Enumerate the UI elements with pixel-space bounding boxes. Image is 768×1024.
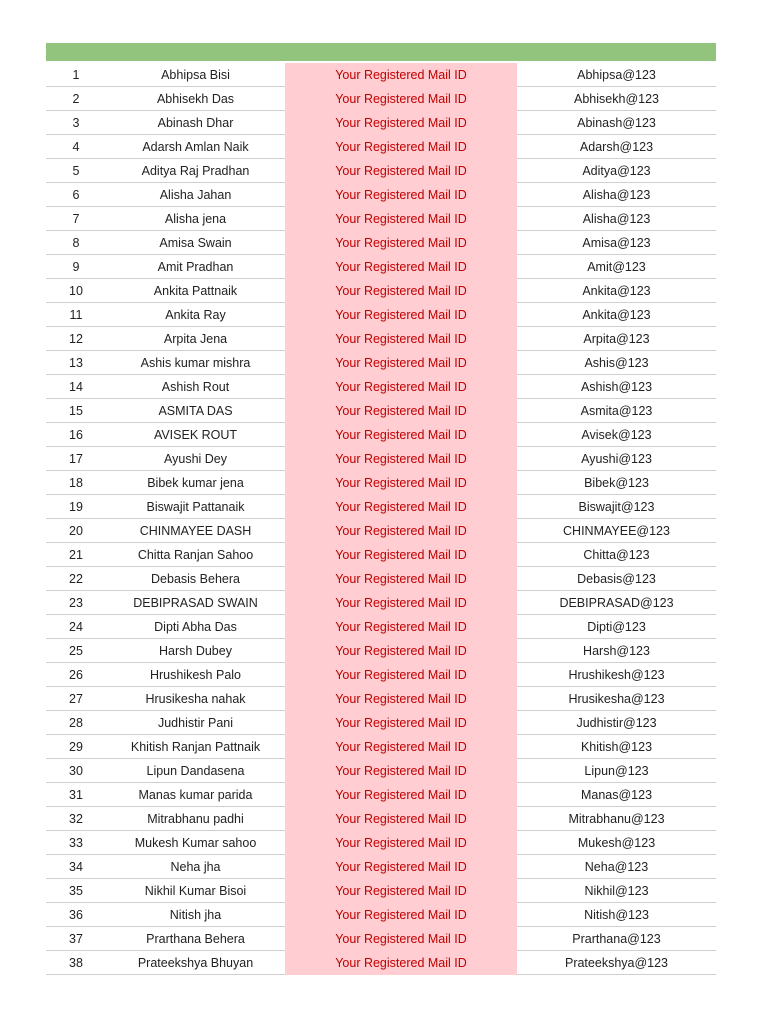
mail-cell: Your Registered Mail ID bbox=[285, 951, 517, 975]
name-cell: Ashish Rout bbox=[106, 375, 285, 399]
table-row bbox=[46, 111, 716, 135]
table-row bbox=[46, 255, 716, 279]
password-cell: Judhistir@123 bbox=[517, 711, 716, 735]
name-cell: Hrusikesha nahak bbox=[106, 687, 285, 711]
row-number-cell: 14 bbox=[46, 375, 106, 399]
mail-cell: Your Registered Mail ID bbox=[285, 303, 517, 327]
row-number-cell: 13 bbox=[46, 351, 106, 375]
name-cell: Dipti Abha Das bbox=[106, 615, 285, 639]
name-cell: Harsh Dubey bbox=[106, 639, 285, 663]
password-cell: Ankita@123 bbox=[517, 303, 716, 327]
credentials-table bbox=[46, 63, 716, 975]
mail-cell: Your Registered Mail ID bbox=[285, 495, 517, 519]
mail-cell: Your Registered Mail ID bbox=[285, 327, 517, 351]
name-cell: Bibek kumar jena bbox=[106, 471, 285, 495]
mail-cell: Your Registered Mail ID bbox=[285, 111, 517, 135]
row-number-cell: 18 bbox=[46, 471, 106, 495]
mail-cell: Your Registered Mail ID bbox=[285, 663, 517, 687]
password-cell: Abhipsa@123 bbox=[517, 63, 716, 87]
mail-cell: Your Registered Mail ID bbox=[285, 279, 517, 303]
row-number-cell: 34 bbox=[46, 855, 106, 879]
row-number-cell: 20 bbox=[46, 519, 106, 543]
table-row bbox=[46, 543, 716, 567]
mail-cell: Your Registered Mail ID bbox=[285, 183, 517, 207]
table-row bbox=[46, 615, 716, 639]
table-row bbox=[46, 159, 716, 183]
row-number-cell: 25 bbox=[46, 639, 106, 663]
table-row bbox=[46, 591, 716, 615]
table-row bbox=[46, 327, 716, 351]
password-cell: Amisa@123 bbox=[517, 231, 716, 255]
row-number-cell: 21 bbox=[46, 543, 106, 567]
password-cell: Aditya@123 bbox=[517, 159, 716, 183]
name-cell: Abhisekh Das bbox=[106, 87, 285, 111]
row-number-cell: 33 bbox=[46, 831, 106, 855]
row-number-cell: 16 bbox=[46, 423, 106, 447]
table-row bbox=[46, 711, 716, 735]
password-cell: Amit@123 bbox=[517, 255, 716, 279]
table-row bbox=[46, 63, 716, 87]
row-number-cell: 31 bbox=[46, 783, 106, 807]
mail-cell: Your Registered Mail ID bbox=[285, 855, 517, 879]
table-row bbox=[46, 759, 716, 783]
mail-cell: Your Registered Mail ID bbox=[285, 159, 517, 183]
name-cell: Ashis kumar mishra bbox=[106, 351, 285, 375]
mail-cell: Your Registered Mail ID bbox=[285, 759, 517, 783]
mail-cell: Your Registered Mail ID bbox=[285, 87, 517, 111]
table-row bbox=[46, 135, 716, 159]
password-cell: Lipun@123 bbox=[517, 759, 716, 783]
password-cell: Manas@123 bbox=[517, 783, 716, 807]
row-number-cell: 15 bbox=[46, 399, 106, 423]
password-cell: Hrushikesh@123 bbox=[517, 663, 716, 687]
table-row bbox=[46, 183, 716, 207]
table-row bbox=[46, 807, 716, 831]
row-number-cell: 5 bbox=[46, 159, 106, 183]
password-cell: Asmita@123 bbox=[517, 399, 716, 423]
password-cell: Chitta@123 bbox=[517, 543, 716, 567]
mail-cell: Your Registered Mail ID bbox=[285, 447, 517, 471]
row-number-cell: 32 bbox=[46, 807, 106, 831]
row-number-cell: 10 bbox=[46, 279, 106, 303]
password-cell: Mitrabhanu@123 bbox=[517, 807, 716, 831]
name-cell: DEBIPRASAD SWAIN bbox=[106, 591, 285, 615]
name-cell: Nikhil Kumar Bisoi bbox=[106, 879, 285, 903]
table-row bbox=[46, 879, 716, 903]
password-cell: Ayushi@123 bbox=[517, 447, 716, 471]
table-body bbox=[46, 63, 716, 975]
password-cell: Harsh@123 bbox=[517, 639, 716, 663]
table-row bbox=[46, 231, 716, 255]
password-cell: Ankita@123 bbox=[517, 279, 716, 303]
table-row bbox=[46, 399, 716, 423]
table-row bbox=[46, 951, 716, 975]
table-row bbox=[46, 783, 716, 807]
row-number-cell: 29 bbox=[46, 735, 106, 759]
password-cell: Alisha@123 bbox=[517, 207, 716, 231]
name-cell: Khitish Ranjan Pattnaik bbox=[106, 735, 285, 759]
password-cell: Avisek@123 bbox=[517, 423, 716, 447]
mail-cell: Your Registered Mail ID bbox=[285, 615, 517, 639]
row-number-cell: 19 bbox=[46, 495, 106, 519]
row-number-cell: 22 bbox=[46, 567, 106, 591]
mail-cell: Your Registered Mail ID bbox=[285, 471, 517, 495]
password-cell: Prateekshya@123 bbox=[517, 951, 716, 975]
row-number-cell: 35 bbox=[46, 879, 106, 903]
password-cell: Hrusikesha@123 bbox=[517, 687, 716, 711]
mail-cell: Your Registered Mail ID bbox=[285, 807, 517, 831]
table-row bbox=[46, 567, 716, 591]
table-row bbox=[46, 519, 716, 543]
name-cell: AVISEK ROUT bbox=[106, 423, 285, 447]
table-row bbox=[46, 303, 716, 327]
name-cell: Judhistir Pani bbox=[106, 711, 285, 735]
table-row bbox=[46, 855, 716, 879]
row-number-cell: 8 bbox=[46, 231, 106, 255]
password-cell: Nitish@123 bbox=[517, 903, 716, 927]
table-row bbox=[46, 351, 716, 375]
name-cell: Debasis Behera bbox=[106, 567, 285, 591]
name-cell: Neha jha bbox=[106, 855, 285, 879]
mail-cell: Your Registered Mail ID bbox=[285, 543, 517, 567]
row-number-cell: 3 bbox=[46, 111, 106, 135]
row-number-cell: 11 bbox=[46, 303, 106, 327]
name-cell: Chitta Ranjan Sahoo bbox=[106, 543, 285, 567]
row-number-cell: 36 bbox=[46, 903, 106, 927]
mail-cell: Your Registered Mail ID bbox=[285, 63, 517, 87]
row-number-cell: 1 bbox=[46, 63, 106, 87]
name-cell: Mukesh Kumar sahoo bbox=[106, 831, 285, 855]
mail-cell: Your Registered Mail ID bbox=[285, 375, 517, 399]
table-row bbox=[46, 471, 716, 495]
name-cell: Ankita Pattnaik bbox=[106, 279, 285, 303]
name-cell: Arpita Jena bbox=[106, 327, 285, 351]
table-row bbox=[46, 447, 716, 471]
name-cell: Amisa Swain bbox=[106, 231, 285, 255]
password-cell: Biswajit@123 bbox=[517, 495, 716, 519]
password-cell: Khitish@123 bbox=[517, 735, 716, 759]
mail-cell: Your Registered Mail ID bbox=[285, 783, 517, 807]
mail-cell: Your Registered Mail ID bbox=[285, 879, 517, 903]
name-cell: Prarthana Behera bbox=[106, 927, 285, 951]
password-cell: Alisha@123 bbox=[517, 183, 716, 207]
row-number-cell: 28 bbox=[46, 711, 106, 735]
name-cell: Abhipsa Bisi bbox=[106, 63, 285, 87]
table-row bbox=[46, 903, 716, 927]
mail-cell: Your Registered Mail ID bbox=[285, 927, 517, 951]
table-row bbox=[46, 87, 716, 111]
name-cell: Aditya Raj Pradhan bbox=[106, 159, 285, 183]
password-cell: Ashish@123 bbox=[517, 375, 716, 399]
table-row bbox=[46, 927, 716, 951]
table-row bbox=[46, 639, 716, 663]
row-number-cell: 37 bbox=[46, 927, 106, 951]
row-number-cell: 7 bbox=[46, 207, 106, 231]
name-cell: Biswajit Pattanaik bbox=[106, 495, 285, 519]
mail-cell: Your Registered Mail ID bbox=[285, 711, 517, 735]
mail-cell: Your Registered Mail ID bbox=[285, 831, 517, 855]
table-row bbox=[46, 207, 716, 231]
mail-cell: Your Registered Mail ID bbox=[285, 567, 517, 591]
mail-cell: Your Registered Mail ID bbox=[285, 687, 517, 711]
password-cell: Neha@123 bbox=[517, 855, 716, 879]
password-cell: Debasis@123 bbox=[517, 567, 716, 591]
password-cell: Prarthana@123 bbox=[517, 927, 716, 951]
name-cell: Lipun Dandasena bbox=[106, 759, 285, 783]
name-cell: Alisha jena bbox=[106, 207, 285, 231]
table-row bbox=[46, 375, 716, 399]
name-cell: Ankita Ray bbox=[106, 303, 285, 327]
mail-cell: Your Registered Mail ID bbox=[285, 735, 517, 759]
password-cell: Bibek@123 bbox=[517, 471, 716, 495]
name-cell: Adarsh Amlan Naik bbox=[106, 135, 285, 159]
row-number-cell: 9 bbox=[46, 255, 106, 279]
password-cell: DEBIPRASAD@123 bbox=[517, 591, 716, 615]
table-row bbox=[46, 423, 716, 447]
name-cell: Hrushikesh Palo bbox=[106, 663, 285, 687]
mail-cell: Your Registered Mail ID bbox=[285, 231, 517, 255]
row-number-cell: 6 bbox=[46, 183, 106, 207]
mail-cell: Your Registered Mail ID bbox=[285, 591, 517, 615]
name-cell: ASMITA DAS bbox=[106, 399, 285, 423]
password-cell: Adarsh@123 bbox=[517, 135, 716, 159]
row-number-cell: 2 bbox=[46, 87, 106, 111]
row-number-cell: 23 bbox=[46, 591, 106, 615]
row-number-cell: 24 bbox=[46, 615, 106, 639]
mail-cell: Your Registered Mail ID bbox=[285, 207, 517, 231]
row-number-cell: 30 bbox=[46, 759, 106, 783]
row-number-cell: 12 bbox=[46, 327, 106, 351]
table-row bbox=[46, 831, 716, 855]
password-cell: Abhisekh@123 bbox=[517, 87, 716, 111]
password-cell: CHINMAYEE@123 bbox=[517, 519, 716, 543]
mail-cell: Your Registered Mail ID bbox=[285, 351, 517, 375]
name-cell: CHINMAYEE DASH bbox=[106, 519, 285, 543]
header-bar bbox=[46, 43, 716, 61]
spreadsheet bbox=[46, 43, 716, 975]
name-cell: Mitrabhanu padhi bbox=[106, 807, 285, 831]
table-row bbox=[46, 495, 716, 519]
row-number-cell: 38 bbox=[46, 951, 106, 975]
password-cell: Abinash@123 bbox=[517, 111, 716, 135]
row-number-cell: 4 bbox=[46, 135, 106, 159]
mail-cell: Your Registered Mail ID bbox=[285, 135, 517, 159]
password-cell: Dipti@123 bbox=[517, 615, 716, 639]
name-cell: Manas kumar parida bbox=[106, 783, 285, 807]
name-cell: Amit Pradhan bbox=[106, 255, 285, 279]
name-cell: Nitish jha bbox=[106, 903, 285, 927]
mail-cell: Your Registered Mail ID bbox=[285, 903, 517, 927]
table-row bbox=[46, 663, 716, 687]
mail-cell: Your Registered Mail ID bbox=[285, 423, 517, 447]
mail-cell: Your Registered Mail ID bbox=[285, 255, 517, 279]
table-row bbox=[46, 735, 716, 759]
row-number-cell: 17 bbox=[46, 447, 106, 471]
row-number-cell: 27 bbox=[46, 687, 106, 711]
password-cell: Ashis@123 bbox=[517, 351, 716, 375]
password-cell: Nikhil@123 bbox=[517, 879, 716, 903]
table-row bbox=[46, 687, 716, 711]
name-cell: Alisha Jahan bbox=[106, 183, 285, 207]
row-number-cell: 26 bbox=[46, 663, 106, 687]
name-cell: Prateekshya Bhuyan bbox=[106, 951, 285, 975]
password-cell: Arpita@123 bbox=[517, 327, 716, 351]
mail-cell: Your Registered Mail ID bbox=[285, 399, 517, 423]
table-row bbox=[46, 279, 716, 303]
mail-cell: Your Registered Mail ID bbox=[285, 519, 517, 543]
name-cell: Ayushi Dey bbox=[106, 447, 285, 471]
password-cell: Mukesh@123 bbox=[517, 831, 716, 855]
mail-cell: Your Registered Mail ID bbox=[285, 639, 517, 663]
name-cell: Abinash Dhar bbox=[106, 111, 285, 135]
